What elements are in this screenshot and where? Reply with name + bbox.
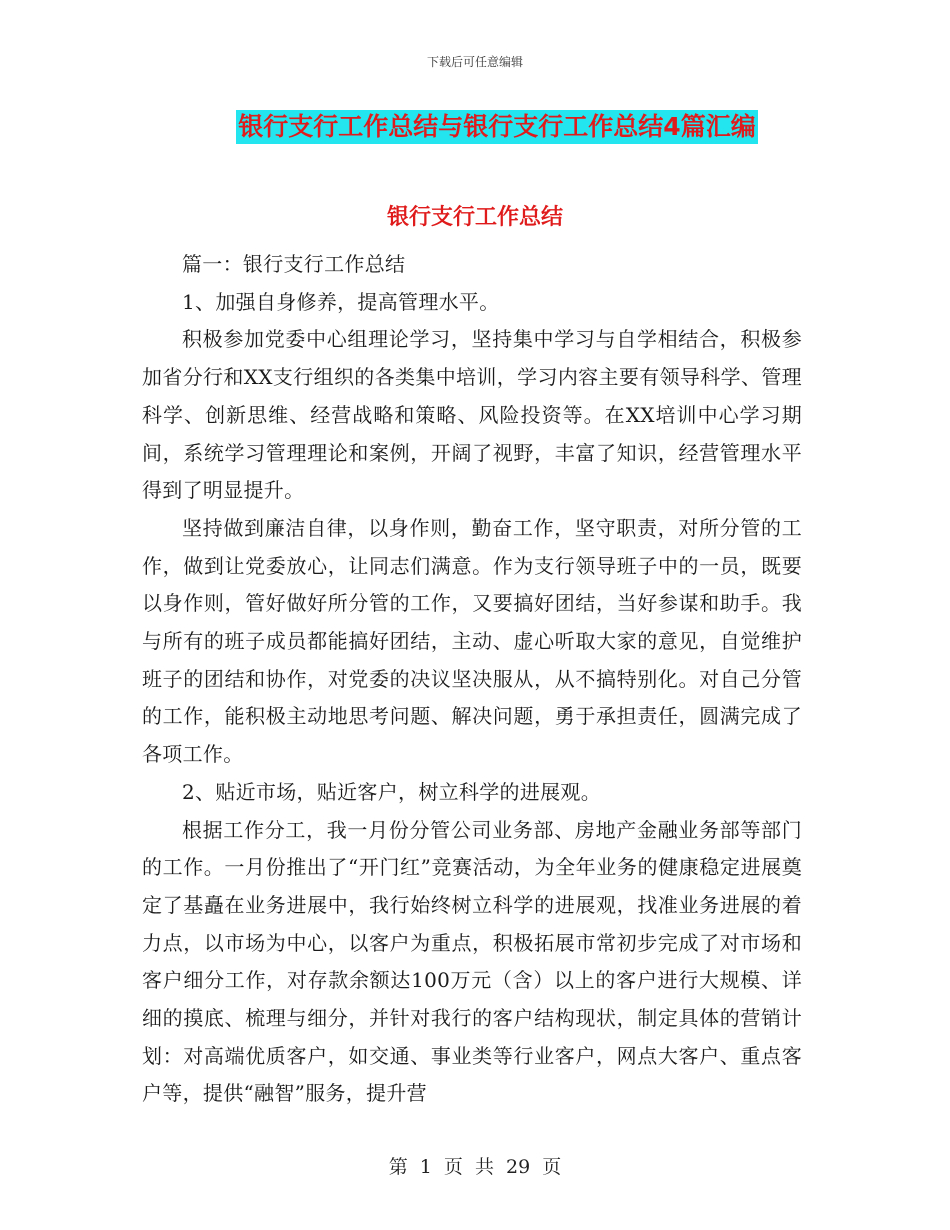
paragraph-heading-1: 1、加强自身修养，提高管理水平。 bbox=[182, 289, 500, 314]
paragraph-subtitle: 篇一：银行支行工作总结 bbox=[182, 252, 406, 276]
body-text bbox=[142, 246, 802, 1113]
page-footer: 第 1 页 共 29 页 bbox=[388, 1156, 562, 1178]
paragraph-heading-2: 2、贴近市场，贴近客户，树立科学的进展观。 bbox=[182, 779, 602, 804]
main-title-wrap bbox=[0, 110, 950, 144]
paragraph: 坚持做到廉洁自律，以身作则，勤奋工作，坚守职责，对所分管的工作，做到让党委放心，让同志们满意。作为支行领导班子中的一员，既要以身作则，管好做好所分管的工作，又要搞好团结，当好参谋和助手。我与所有的班子成员都能搞好团结，主动、虚心听取大家的意见，自觉维护班子的团结和协作，对党委的决议坚决服从，从不搞特别化。对自己分管的工作，能积极主动地思考问题、解决问题，勇于承担责任，圆满完成了各项工作。 bbox=[142, 515, 802, 767]
main-title: 银行支行工作总结与银行支行工作总结4篇汇编 bbox=[236, 110, 757, 144]
header-note: 下载后可任意编辑 bbox=[426, 55, 523, 69]
section-title: 银行支行工作总结 bbox=[386, 205, 563, 230]
paragraph: 积极参加党委中心组理论学习，坚持集中学习与自学相结合，积极参加省分行和XX支行组织的各类集中培训，学习内容主要有领导科学、管理科学、创新思维、经营战略和策略、风险投资等。在XX培训中心学习期间，系统学习管理理论和案例，开阔了视野，丰富了知识，经营管理水平得到了明显提升。 bbox=[142, 327, 802, 503]
paragraph: 根据工作分工，我一月份分管公司业务部、房地产金融业务部等部门的工作。一月份推出了“开门红”竞赛活动，为全年业务的健康稳定进展奠定了基矗在业务进展中，我行始终树立科学的进展观，找准业务进展的着力点，以市场为中心，以客户为重点，积极拓展市常初步完成了对市场和客户细分工作，对存款余额达100万元（含）以上的客户进行大规模、详细的摸底、梳理与细分，并针对我行的客户结构现状，制定具体的营销计划：对高端优质客户，如交通、事业类等行业客户，网点大客户、重点客户等，提供“融智”服务，提升营 bbox=[142, 817, 802, 1106]
